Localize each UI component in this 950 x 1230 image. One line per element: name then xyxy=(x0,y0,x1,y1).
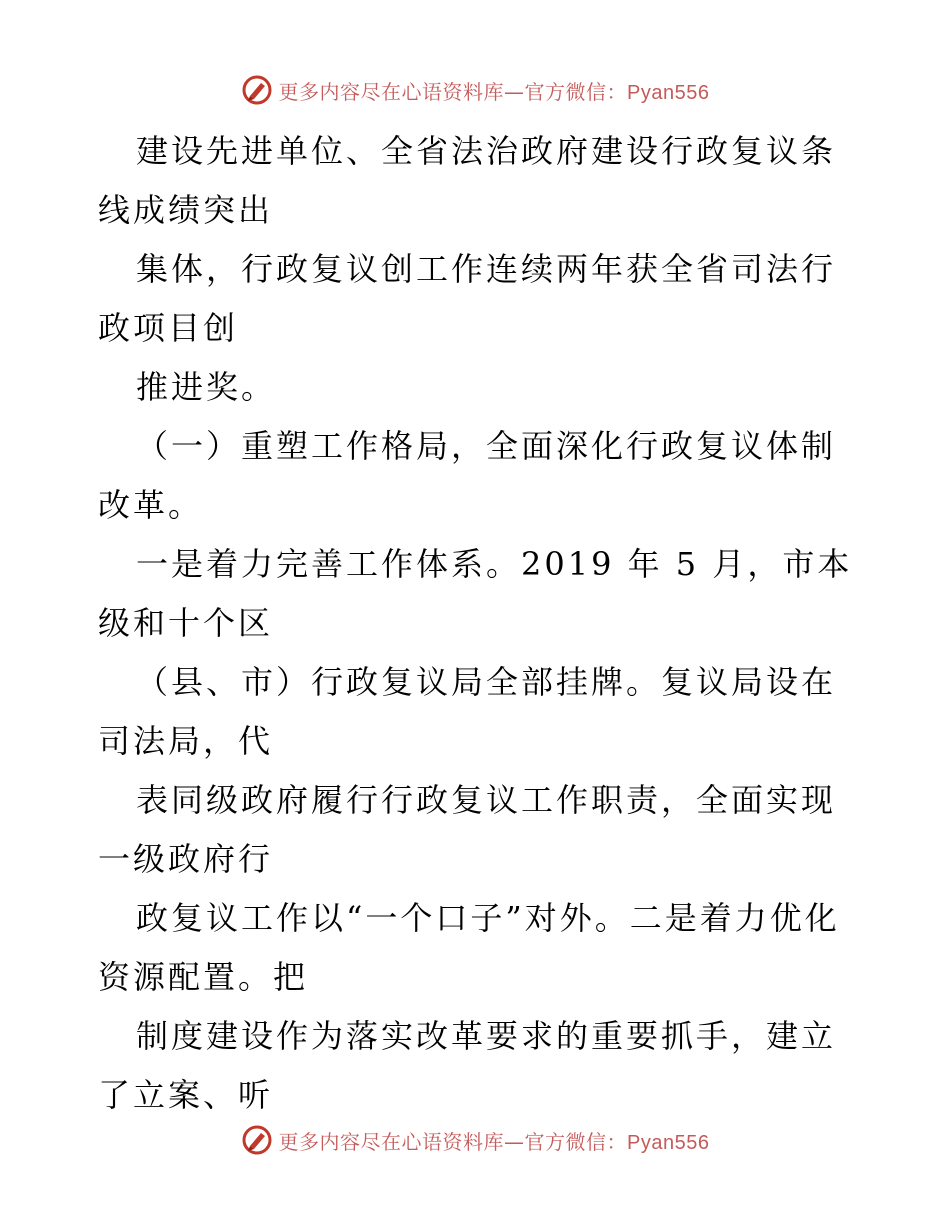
paragraph: 一是着力完善工作体系。2019 年 5 月，市本级和十个区 xyxy=(98,545,853,642)
section-heading: （一）重塑工作格局，全面深化行政复议体制改革。 xyxy=(98,427,837,524)
watermark-text: 更多内容尽在心语资料库—官方微信：Pyan556 xyxy=(278,1129,710,1154)
paragraph: 制度建设作为落实改革要求的重要抓手，建立了立案、听 xyxy=(98,1017,837,1114)
watermark-text: 更多内容尽在心语资料库—官方微信：Pyan556 xyxy=(278,79,710,104)
paragraph: （县、市）行政复议局全部挂牌。复议局设在司法局，代 xyxy=(98,663,837,760)
paragraph: 推进奖。 xyxy=(136,368,277,406)
header-watermark xyxy=(0,70,950,110)
watermark-id: Pyan556 xyxy=(627,1131,710,1154)
watermark-id: Pyan556 xyxy=(627,81,710,104)
footer-watermark xyxy=(0,1120,950,1160)
red-pen-seal-icon xyxy=(241,74,273,106)
paragraph: 政复议工作以“一个口子”对外。二是着力优化资源配置。把 xyxy=(98,899,840,996)
paragraph: 集体，行政复议创工作连续两年获全省司法行政项目创 xyxy=(98,250,837,347)
document-body xyxy=(98,122,858,1125)
red-pen-seal-icon xyxy=(241,1124,273,1156)
paragraph: 建设先进单位、全省法治政府建设行政复议条线成绩突出 xyxy=(98,132,837,229)
paragraph: 表同级政府履行行政复议工作职责，全面实现一级政府行 xyxy=(98,781,837,878)
